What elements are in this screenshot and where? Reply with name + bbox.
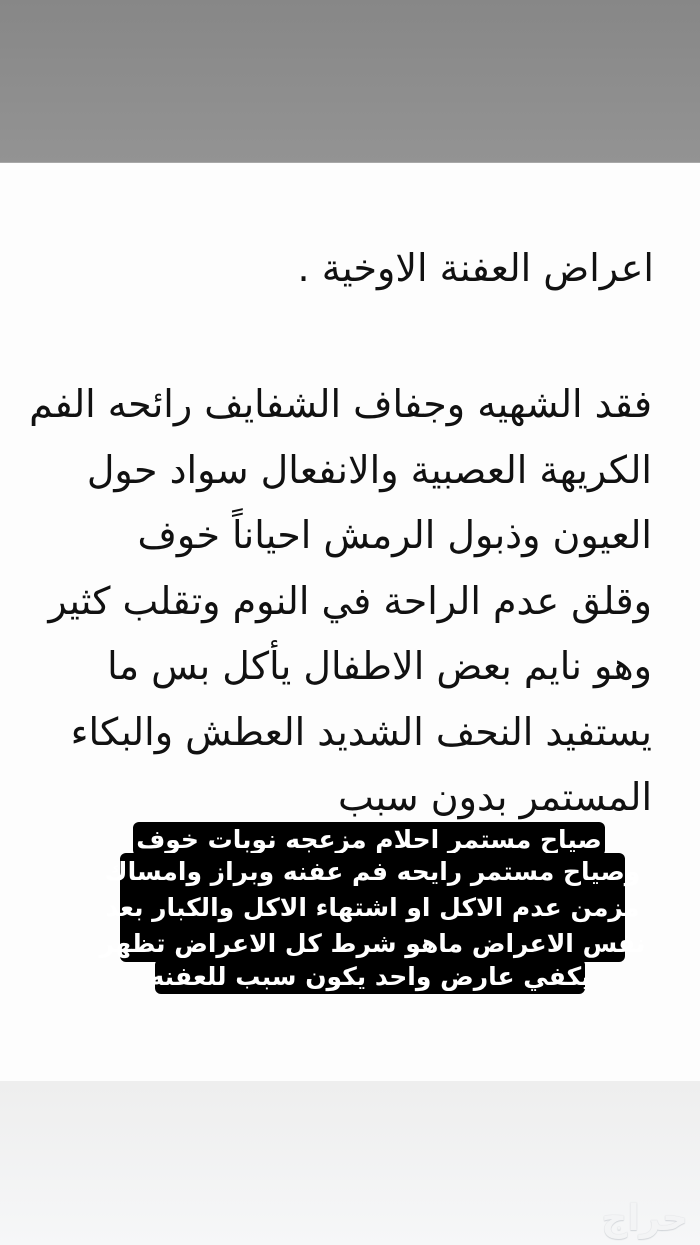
haraj-watermark-logo: حراج	[601, 1198, 688, 1239]
top-gray-bar	[0, 0, 700, 163]
body-line: وقلق عدم الراحة في النوم وتقلب كثير	[48, 578, 652, 623]
footer-area	[0, 1081, 700, 1245]
caption-line: يكفي عارض واحد يكون سبب للعفنه	[155, 959, 585, 994]
caption-line: وصياح مستمر رايحه فم عفنه وبراز وامساك	[120, 853, 625, 890]
document-body	[29, 372, 652, 831]
body-line: الكريهة العصبية والانفعال سواد حول	[86, 447, 652, 492]
body-line: فقد الشهيه وجفاف الشفايف رائحه الفم	[29, 382, 652, 426]
body-line: المستمر بدون سبب	[338, 775, 652, 819]
caption-line: مزمن عدم الاكل او اشتهاء الاكل والكبار بعد	[120, 889, 625, 926]
body-line: العيون وذبول الرمش احياناً خوف	[137, 513, 652, 557]
caption-line: صياح مستمر احلام مزعجه نوبات خوف	[133, 822, 605, 856]
body-line: وهو نايم بعض الاطفال يأكل بس ما	[107, 644, 652, 688]
body-line: يستفيد النحف الشديد العطش والبكاء	[70, 709, 652, 754]
document-title: اعراض العفنة الاوخية .	[297, 246, 654, 290]
caption-line: نفس الاعراض ماهو شرط كل الاعراض تظهر	[120, 925, 625, 962]
